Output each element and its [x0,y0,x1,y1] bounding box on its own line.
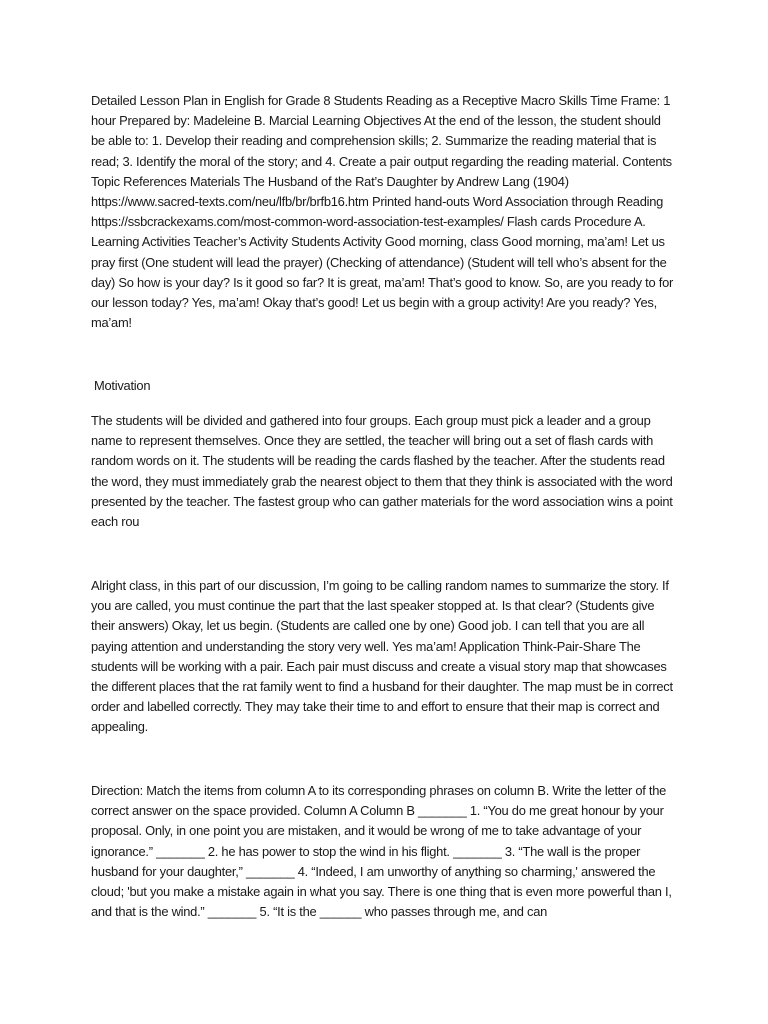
paragraph-direction: Direction: Match the items from column A to its corresponding phrases on column B. Write the letter of the correct answer on the space provided. Column A Column B _______ 1. “You do me great honour by your proposal. Only, in one point you are mistaken, and it would be wrong of me to take advantage of your ignorance.” _______ 2. he has power to stop the wind in his flight. _______ 3. “The wall is the proper husband for your daughter,” _______ 4. “Indeed, I am unworthy of anything so charming,' answered the cloud; 'but you make a mistake again in what you say. There is one thing that is even more powerful than I, and that is the wind.” _______ 5. “It is the ______ who passes through me, and can [91,783,672,920]
heading-motivation: Motivation [94,378,151,393]
paragraph-motivation: The students will be divided and gathered into four groups. Each group must pick a leader and a group name to represent themselves. Once they are settled, the teacher will bring out a set of flash cards with random words on it. The students will be reading the cards flashed by the teacher. After the students read the word, they must immediately grab the nearest object to them that they think is associated with the word presented by the teacher. The fastest group who can gather materials for the word association wins a point each rou [91,413,673,530]
paragraph-lesson-plan-intro: Detailed Lesson Plan in English for Grade 8 Students Reading as a Receptive Macro Skills Time Frame: 1 hour Prepared by: Madeleine B. Marcial Learning Objectives At the end of the lesson, the student should be able to: 1. Develop their reading and comprehension skills; 2. Summarize the reading material that is read; 3. Identify the moral of the story; and 4. Create a pair output regarding the reading material. Contents Topic References Materials The Husband of the Rat’s Daughter by Andrew Lang (1904) https://www.sacred-texts.com/neu/lfb/br/brfb16.htm Printed hand-outs Word Association through Reading https://ssbcrackexams.com/most-common-word-association-test-examples/ Flash cards Procedure A. Learning Activities Teacher’s Activity Students Activity Good morning, class Good morning, ma’am! Let us pray first (One student will lead the prayer) (Checking of attendance) (Student will tell who’s absent for the day) So how is your day? Is it good so far? It is great, ma’am! That’s good to know. So, are you ready to for our lesson today? Yes, ma’am! Okay that’s good! Let us begin with a group activity! Are you ready? Yes, ma’am! [91,93,674,331]
paragraph-discussion: Alright class, in this part of our discussion, I’m going to be calling random names to summarize the story. If you are called, you must continue the part that the last speaker stopped at. Is that clear? (Students give their answers) Okay, let us begin. (Students are called one by one) Good job. I can tell that you are all paying attention and understanding the story very well. Yes ma’am! Application Think-Pair-Share The students will be working with a pair. Each pair must discuss and create a visual story map that showcases the different places that the rat family went to find a husband for their daughter. The map must be in correct order and labelled correctly. They may take their time to and effort to ensure that their map is correct and appealing. [91,578,673,735]
